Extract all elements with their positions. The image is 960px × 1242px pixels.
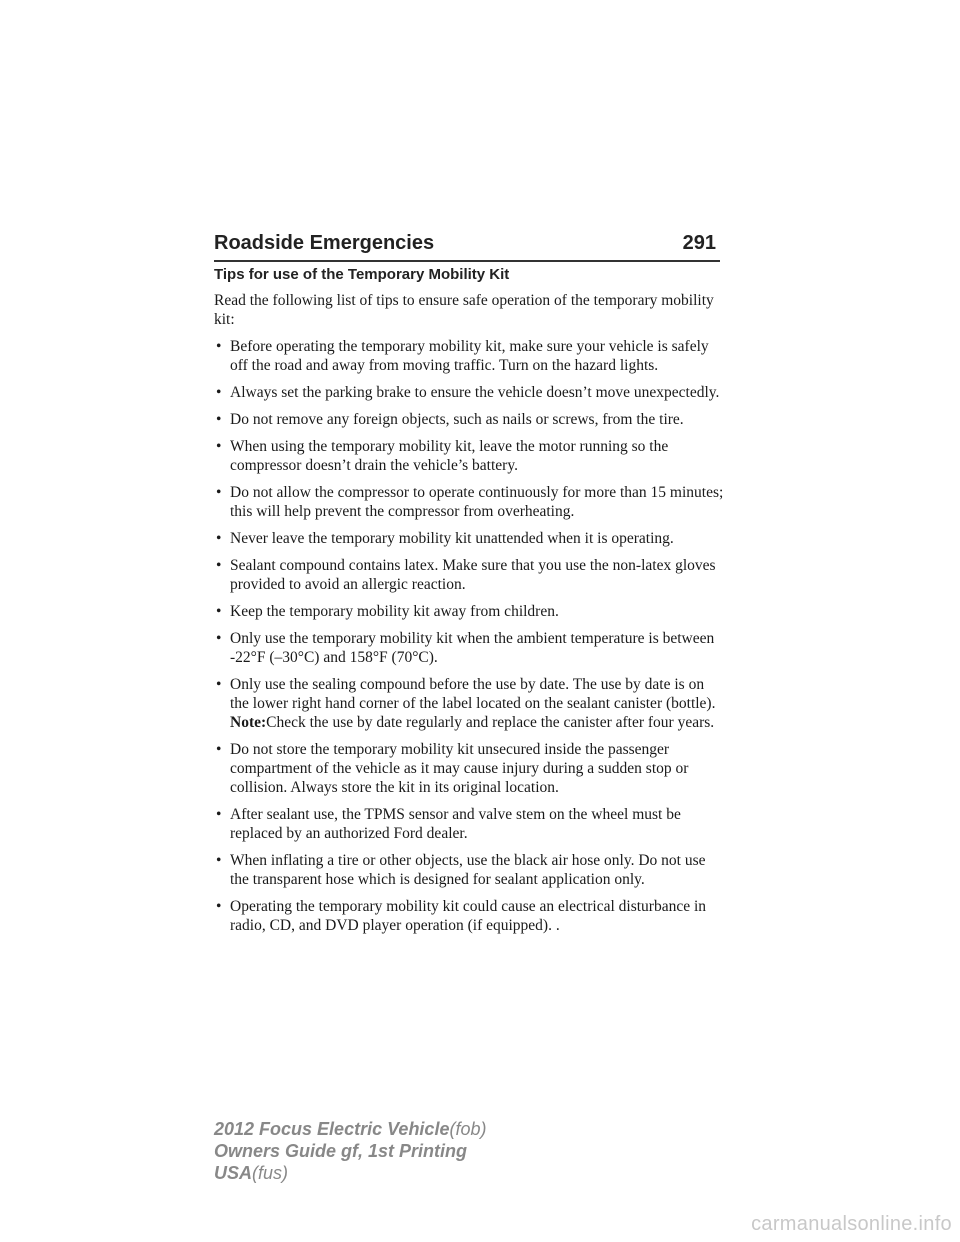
bullet-icon: • [216, 806, 222, 823]
list-item [214, 337, 724, 375]
page-header [214, 232, 720, 260]
note-label: Note: [230, 714, 267, 731]
footer-line-2 [214, 1140, 486, 1162]
page-number: 291 [682, 232, 716, 254]
list-item [214, 805, 724, 843]
bullet-icon: • [216, 557, 222, 574]
list-item [214, 740, 724, 797]
footer-vehicle: 2012 Focus Electric Vehicle [214, 1119, 450, 1139]
tip-text: Always set the parking brake to ensure the vehicle doesn’t move unexpectedly. [230, 384, 720, 401]
footer-market: USA [214, 1163, 253, 1183]
list-item [214, 675, 724, 732]
intro-paragraph: Read the following list of tips to ensure safe operation of the temporary mobility kit: [214, 292, 714, 328]
footer-vehicle-code: (fob) [449, 1119, 487, 1139]
bullet-icon: • [216, 898, 222, 915]
tip-text: Before operating the temporary mobility kit, make sure your vehicle is safely off the road and away from moving traffic. Turn on the hazard lights. [230, 338, 709, 374]
footer-line-1 [214, 1118, 486, 1140]
tip-text: Do not remove any foreign objects, such as nails or screws, from the tire. [230, 411, 684, 428]
list-item [214, 410, 724, 429]
bullet-icon: • [216, 384, 222, 401]
tip-text: Sealant compound contains latex. Make sure that you use the non-latex gloves provided to avoid an allergic reaction. [230, 557, 716, 593]
list-item [214, 897, 724, 935]
list-item [214, 629, 724, 667]
bullet-icon: • [216, 438, 222, 455]
bullet-icon: • [216, 630, 222, 647]
tip-text: Operating the temporary mobility kit could cause an electrical disturbance in radio, CD, and DVD player operation (if equipped). . [230, 898, 707, 934]
bullet-icon: • [216, 530, 222, 547]
tip-text: Only use the temporary mobility kit when the ambient temperature is between -22°F (–30°C) and 158°F (70°C). [230, 630, 715, 666]
tip-text: When inflating a tire or other objects, use the black air hose only. Do not use the transparent hose which is designed for sealant application only. [230, 852, 706, 888]
tip-text: Do not store the temporary mobility kit unsecured inside the passenger compartment of the vehicle as it may cause injury during a sudden stop or collision. Always store the kit in its original location. [230, 741, 689, 796]
list-item [214, 483, 724, 521]
tip-text: Only use the sealing compound before the use by date. The use by date is on the lower right hand corner of the label located on the sealant canister (bottle). [230, 676, 716, 712]
tip-text: When using the temporary mobility kit, leave the motor running so the compressor doesn’t drain the vehicle’s battery. [230, 438, 669, 474]
list-item [214, 851, 724, 889]
footer-line-3 [214, 1162, 486, 1184]
header-divider [214, 260, 720, 262]
list-item [214, 383, 724, 402]
tip-text: Never leave the temporary mobility kit unattended when it is operating. [230, 530, 674, 547]
bullet-icon: • [216, 741, 222, 758]
bullet-icon: • [216, 852, 222, 869]
bullet-icon: • [216, 676, 222, 693]
bullet-icon: • [216, 603, 222, 620]
chapter-title: Roadside Emergencies [214, 232, 435, 254]
tip-text: Do not allow the compressor to operate continuously for more than 15 minutes; this will help prevent the compressor from overheating. [230, 484, 724, 520]
list-item [214, 529, 724, 548]
list-item [214, 437, 724, 475]
footer-guide: Owners Guide gf, 1st Printing [214, 1141, 468, 1161]
tip-text: Keep the temporary mobility kit away from children. [230, 603, 559, 620]
bullet-icon: • [216, 411, 222, 428]
tip-text: After sealant use, the TPMS sensor and valve stem on the wheel must be replaced by an authorized Ford dealer. [230, 806, 681, 842]
tips-list [214, 337, 724, 935]
list-item [214, 556, 724, 594]
bullet-icon: • [216, 338, 222, 355]
bullet-icon: • [216, 484, 222, 501]
publication-footer [214, 1118, 486, 1184]
footer-market-code: (fus) [252, 1163, 289, 1183]
list-item [214, 602, 724, 621]
page-content [214, 266, 724, 943]
section-title: Tips for use of the Temporary Mobility Kit [214, 266, 510, 283]
note-text: Check the use by date regularly and replace the canister after four years. [266, 714, 715, 731]
watermark: carmanualsonline.info [751, 1213, 952, 1235]
